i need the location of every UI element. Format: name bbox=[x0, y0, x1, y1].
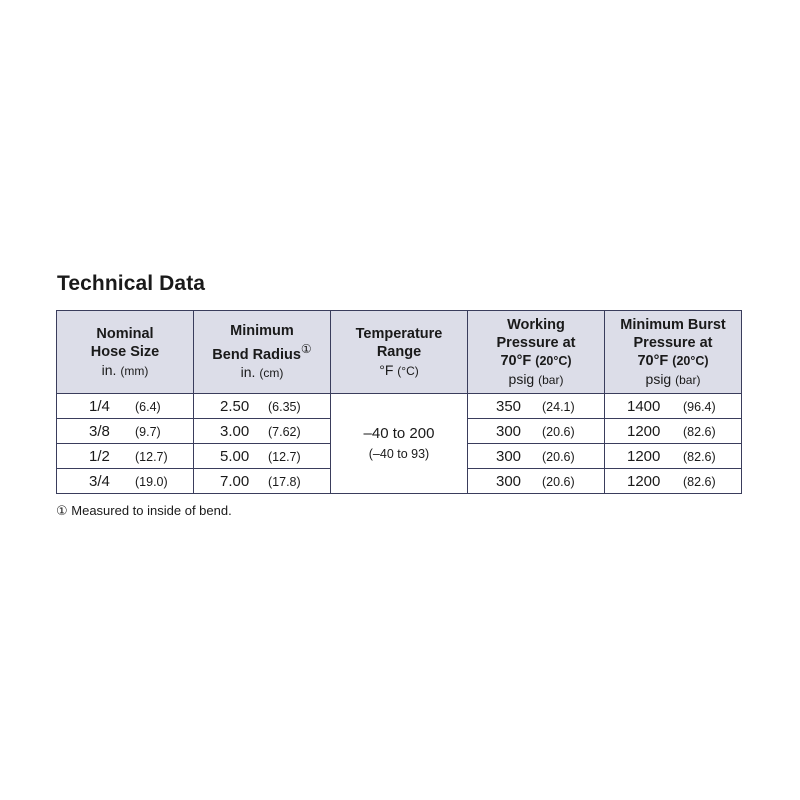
hose-size-mm: (6.4) bbox=[135, 399, 161, 414]
working-pressure-value: 300 bbox=[496, 422, 522, 440]
cell-burst-pressure bbox=[605, 419, 742, 444]
cell-working-pressure bbox=[468, 444, 605, 469]
header-burst-line3: 70°F bbox=[637, 352, 669, 369]
hose-size-value: 3/8 bbox=[89, 422, 110, 440]
cell-burst-pressure bbox=[605, 394, 742, 419]
footnote-marker-icon: ① bbox=[300, 341, 312, 356]
burst-pressure-bar: (96.4) bbox=[683, 399, 716, 414]
header-temperature-unit-c: (°C) bbox=[397, 363, 419, 378]
header-bend-radius bbox=[194, 311, 331, 394]
header-burst-line3-alt: (20°C) bbox=[672, 353, 709, 368]
hose-size-value: 3/4 bbox=[89, 472, 110, 490]
header-burst-unit-bar: (bar) bbox=[675, 372, 701, 387]
header-working-line1: Working bbox=[507, 316, 565, 333]
page-title: Technical Data bbox=[57, 272, 206, 295]
burst-pressure-value: 1200 bbox=[627, 422, 661, 440]
cell-working-pressure bbox=[468, 469, 605, 494]
bend-radius-value: 2.50 bbox=[220, 397, 250, 415]
burst-pressure-value: 1200 bbox=[627, 447, 661, 465]
working-pressure-bar: (20.6) bbox=[542, 474, 575, 489]
footnote: ① Measured to inside of bend. bbox=[56, 503, 232, 518]
hose-size-mm: (19.0) bbox=[135, 474, 168, 489]
header-working-unit bbox=[472, 370, 600, 389]
header-hose-size-unit-in: in. bbox=[101, 361, 117, 378]
header-working-line3: 70°F bbox=[500, 352, 532, 369]
burst-pressure-bar: (82.6) bbox=[683, 474, 716, 489]
bend-radius-cm: (7.62) bbox=[268, 424, 301, 439]
header-temperature-line2: Range bbox=[376, 343, 422, 360]
burst-pressure-bar: (82.6) bbox=[683, 424, 716, 439]
header-hose-size bbox=[57, 311, 194, 394]
header-working-unit-psig: psig bbox=[508, 370, 535, 387]
hose-size-value: 1/2 bbox=[89, 447, 110, 465]
header-burst-unit-psig: psig bbox=[645, 370, 672, 387]
bend-radius-value: 7.00 bbox=[220, 472, 250, 490]
cell-working-pressure bbox=[468, 419, 605, 444]
technical-data-table bbox=[56, 310, 742, 494]
header-burst-line2: Pressure at bbox=[633, 334, 713, 351]
working-pressure-value: 350 bbox=[496, 397, 522, 415]
cell-bend-radius bbox=[194, 444, 331, 469]
header-bend-radius-unit-in: in. bbox=[240, 364, 256, 381]
cell-bend-radius bbox=[194, 394, 331, 419]
table-header-row bbox=[57, 311, 742, 394]
header-temperature-unit-f: °F bbox=[379, 361, 394, 378]
bend-radius-value: 3.00 bbox=[220, 422, 250, 440]
header-working-line2: Pressure at bbox=[496, 334, 576, 351]
header-bend-radius-line1: Minimum bbox=[230, 322, 294, 339]
header-hose-size-unit bbox=[61, 361, 189, 380]
header-burst-pressure bbox=[605, 311, 742, 394]
burst-pressure-value: 1200 bbox=[627, 472, 661, 490]
bend-radius-cm: (17.8) bbox=[268, 474, 301, 489]
temperature-range-c: (–40 to 93) bbox=[368, 446, 430, 461]
working-pressure-bar: (20.6) bbox=[542, 449, 575, 464]
header-hose-size-line1: Nominal bbox=[96, 325, 154, 342]
cell-temperature-range bbox=[331, 394, 468, 494]
header-bend-radius-line2: Bend Radius bbox=[212, 346, 301, 363]
cell-bend-radius bbox=[194, 469, 331, 494]
cell-working-pressure bbox=[468, 394, 605, 419]
burst-pressure-bar: (82.6) bbox=[683, 449, 716, 464]
cell-hose-size bbox=[57, 469, 194, 494]
temperature-range-f: –40 to 200 bbox=[363, 424, 435, 442]
table-row bbox=[57, 394, 742, 419]
header-hose-size-line2: Hose Size bbox=[90, 343, 160, 360]
header-burst-unit bbox=[609, 370, 737, 389]
working-pressure-value: 300 bbox=[496, 472, 522, 490]
header-bend-radius-unit bbox=[198, 363, 326, 382]
bend-radius-value: 5.00 bbox=[220, 447, 250, 465]
working-pressure-bar: (20.6) bbox=[542, 424, 575, 439]
working-pressure-bar: (24.1) bbox=[542, 399, 575, 414]
cell-burst-pressure bbox=[605, 469, 742, 494]
hose-size-mm: (12.7) bbox=[135, 449, 168, 464]
header-burst-line1: Minimum Burst bbox=[620, 316, 726, 333]
header-working-line3-alt: (20°C) bbox=[535, 353, 572, 368]
header-temperature-line1: Temperature bbox=[355, 325, 443, 342]
bend-radius-cm: (12.7) bbox=[268, 449, 301, 464]
burst-pressure-value: 1400 bbox=[627, 397, 661, 415]
working-pressure-value: 300 bbox=[496, 447, 522, 465]
header-temperature-range bbox=[331, 311, 468, 394]
header-working-unit-bar: (bar) bbox=[538, 372, 564, 387]
header-temperature-unit bbox=[335, 361, 463, 380]
header-bend-radius-unit-cm: (cm) bbox=[259, 366, 284, 381]
header-hose-size-unit-mm: (mm) bbox=[120, 363, 149, 378]
cell-bend-radius bbox=[194, 419, 331, 444]
hose-size-mm: (9.7) bbox=[135, 424, 161, 439]
cell-hose-size bbox=[57, 394, 194, 419]
cell-burst-pressure bbox=[605, 444, 742, 469]
cell-hose-size bbox=[57, 419, 194, 444]
bend-radius-cm: (6.35) bbox=[268, 399, 301, 414]
header-working-pressure bbox=[468, 311, 605, 394]
cell-hose-size bbox=[57, 444, 194, 469]
hose-size-value: 1/4 bbox=[89, 397, 110, 415]
